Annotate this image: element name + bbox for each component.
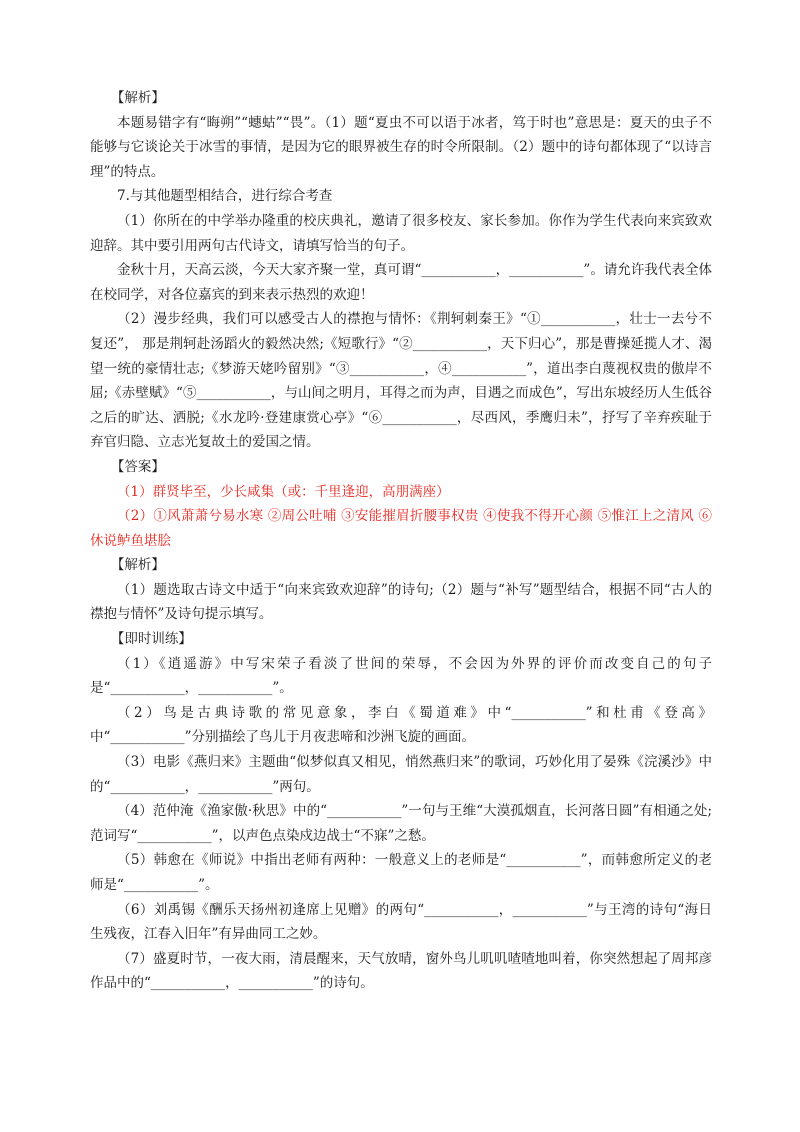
practice-item-7: （7）盛夏时节，一夜大雨，清晨醒来，天气放晴，窗外鸟儿叽叽喳喳地叫着，你突然想起了周邦彦作品中的“___________，___________”的诗句。 [90,950,712,992]
practice-heading: 【即时训练】 [110,631,192,648]
analysis-text-2: （1）题选取古诗文中适于“向来宾致欢迎辞”的诗句;（2）题与“补写”题型结合，根据不同“古人的襟抱与情怀”及诗句提示填写。 [90,581,712,623]
practice-item-5: （5）韩愈在《师说》中指出老师有两种：一般意义上的老师是“___________”，而韩愈所定义的老师是“___________”。 [90,852,712,893]
answer-2: （2）①风萧萧兮易水寒 ②周公吐哺 ③安能摧眉折腰事权贵 ④使我不得开心颜 ⑤惟江上之清风 ⑥休说鲈鱼堪脍 [90,508,712,549]
practice-item-6: （6）刘禹锡《酬乐天扬州初逢席上见赠》的两句“___________，___________”与王湾的诗句“海日生残夜，江春入旧年”有异曲同工之妙。 [90,901,712,943]
practice-item-2: （2）鸟是古典诗歌的常见意象，李白《蜀道难》中“___________”和杜甫《登高》中“___________”分别描绘了鸟儿于月夜悲啼和沙洲飞旋的画面。 [90,704,712,746]
analysis-text-1: 本题易错字有“晦朔”“蟪蛄”“畏”。（1）题“夏虫不可以语于冰者，笃于时也”意思是：夏天的虫子不能够与它谈论关于冰雪的事情，是因为它的眼界被生存的时令所限制。（2）题中的诗句都体现了“以诗言理”的特点。 [90,114,712,180]
question-7-1-passage: 金秋十月，天高云淡，今天大家齐聚一堂，真可谓“___________，___________”。请允许我代表全体在校同学，对各位嘉宾的到来表示热烈的欢迎！ [90,262,712,303]
question-7-2: （2）漫步经典，我们可以感受古人的襟抱与情怀：《荆轲刺秦王》“①___________，壮士一去兮不复还”， 那是荆轲赴汤蹈火的毅然决然;《短歌行》“②___________，天下归心”，那是曹操延揽人才、渴望一统的豪情壮志;《梦游天姥吟留别》“③___________，④___________”，道出李白蔑视权贵的傲岸不屈;《赤壁赋》“⑤___________，与山间之明月，耳得之而为声，目遇之而成色”，写出东坡经历人生低谷之后的旷达、洒脱;《水龙吟·登建康赏心亭》“⑥___________，尽西风，季鹰归未”，抒写了辛弃疾耻于弃官归隐、立志光复故土的爱国之情。 [90,311,712,451]
question-7-1: （1）你所在的中学举办隆重的校庆典礼，邀请了很多校友、家长参加。你作为学生代表向来宾致欢迎辞。其中要引用两句古代诗文，请填写恰当的句子。 [90,212,712,254]
practice-item-3: （3）电影《燕归来》主题曲“似梦似真又相见，悄然燕归来”的歌词，巧妙化用了晏殊《浣溪沙》中的“___________，___________”两句。 [90,754,712,795]
practice-item-1: （1）《逍遥游》中写宋荣子看淡了世间的荣辱，不会因为外界的评价而改变自己的句子是“___________，___________”。 [90,655,712,697]
answer-heading: 【答案】 [110,458,165,475]
practice-item-4: （4）范仲淹《渔家傲·秋思》中的“___________”一句与王维“大漠孤烟直，长河落日圆”有相通之处;范词写“___________”，以声色点染戍边战士“不寐”之愁。 [90,803,712,844]
analysis-heading-1: 【解析】 [110,90,165,106]
section-7-title: 7.与其他题型相结合，进行综合考查 [117,188,333,205]
answer-1: （1）群贤毕至，少长咸集（或：千里逢迎，高朋满座） [117,483,450,500]
analysis-heading-2: 【解析】 [110,557,165,574]
